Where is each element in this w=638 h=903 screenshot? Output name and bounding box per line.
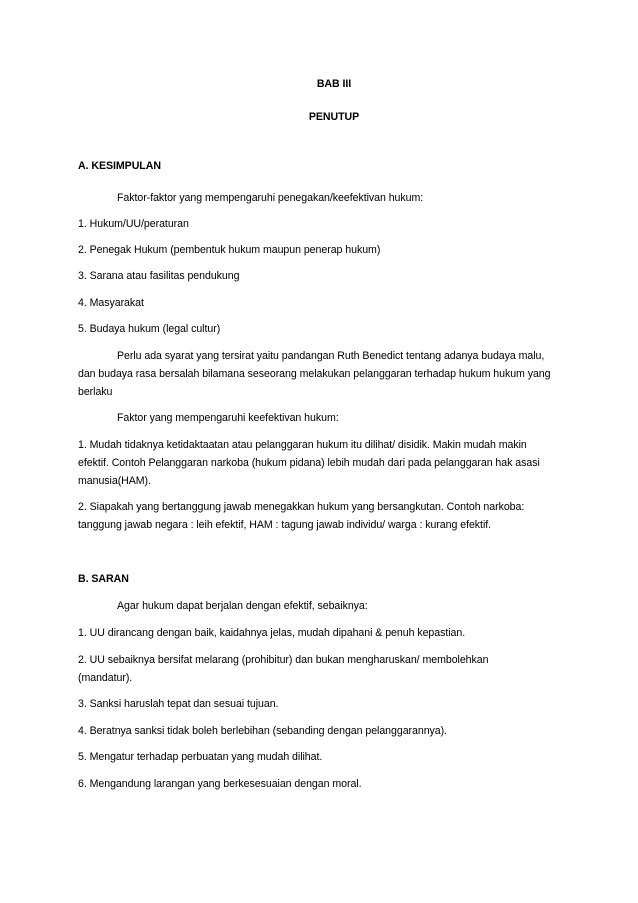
list-item: 1. UU dirancang dengan baik, kaidahnya jelas, mudah dipahani & penuh kepastian. [78,627,466,639]
paragraph-line: 1. Mudah tidaknya ketidaktaatan atau pelanggaran hukum itu dilihat/ disidik. Makin mudah makin [78,439,527,451]
page-title: PENUTUP [308,111,360,123]
paragraph-line: tanggung jawab negara : leih efektif, HAM : tagung jawab individu/ warga : kurang efektif. [78,519,492,531]
list-item: 4. Masyarakat [78,297,144,309]
list-item: 2. UU sebaiknya bersifat melarang (prohibitur) dan bukan mengharuskan/ membolehkan [78,654,489,666]
paragraph-line: berlaku [78,386,113,398]
kesimpulan-intro-2: Faktor yang mempengaruhi keefektivan hukum: [117,412,339,424]
list-item: 3. Sarana atau fasilitas pendukung [78,270,240,282]
list-item: 5. Budaya hukum (legal cultur) [78,323,221,335]
section-heading-saran: B. SARAN [78,573,129,585]
chapter-label: BAB III [316,78,352,90]
list-item: 6. Mengandung larangan yang berkesesuaian dengan moral. [78,778,362,790]
paragraph-line: efektif. Contoh Pelanggaran narkoba (hukum pidana) lebih mudah dari pada pelanggaran hak asasi [78,457,540,469]
list-item: 3. Sanksi haruslah tepat dan sesuai tujuan. [78,698,279,710]
list-item: 5. Mengatur terhadap perbuatan yang mudah dilihat. [78,751,323,763]
list-item: (mandatur). [78,672,133,684]
paragraph-line: Perlu ada syarat yang tersirat yaitu pandangan Ruth Benedict tentang adanya budaya malu, [117,350,545,362]
saran-intro: Agar hukum dapat berjalan dengan efektif, sebaiknya: [117,600,368,612]
paragraph-line: 2. Siapakah yang bertanggung jawab menegakkan hukum yang bersangkutan. Contoh narkoba: [78,501,525,513]
kesimpulan-intro: Faktor-faktor yang mempengaruhi penegakan/keefektivan hukum: [117,192,424,204]
paragraph-line: manusia(HAM). [78,475,151,487]
paragraph-line: dan budaya rasa bersalah bilamana seseorang melakukan pelanggaran terhadap hukum hukum yang [78,368,551,380]
section-heading-kesimpulan: A. KESIMPULAN [78,160,161,172]
list-item: 2. Penegak Hukum (pembentuk hukum maupun penerap hukum) [78,244,381,256]
list-item: 1. Hukum/UU/peraturan [78,218,189,230]
list-item: 4. Beratnya sanksi tidak boleh berlebihan (sebanding dengan pelanggarannya). [78,725,448,737]
